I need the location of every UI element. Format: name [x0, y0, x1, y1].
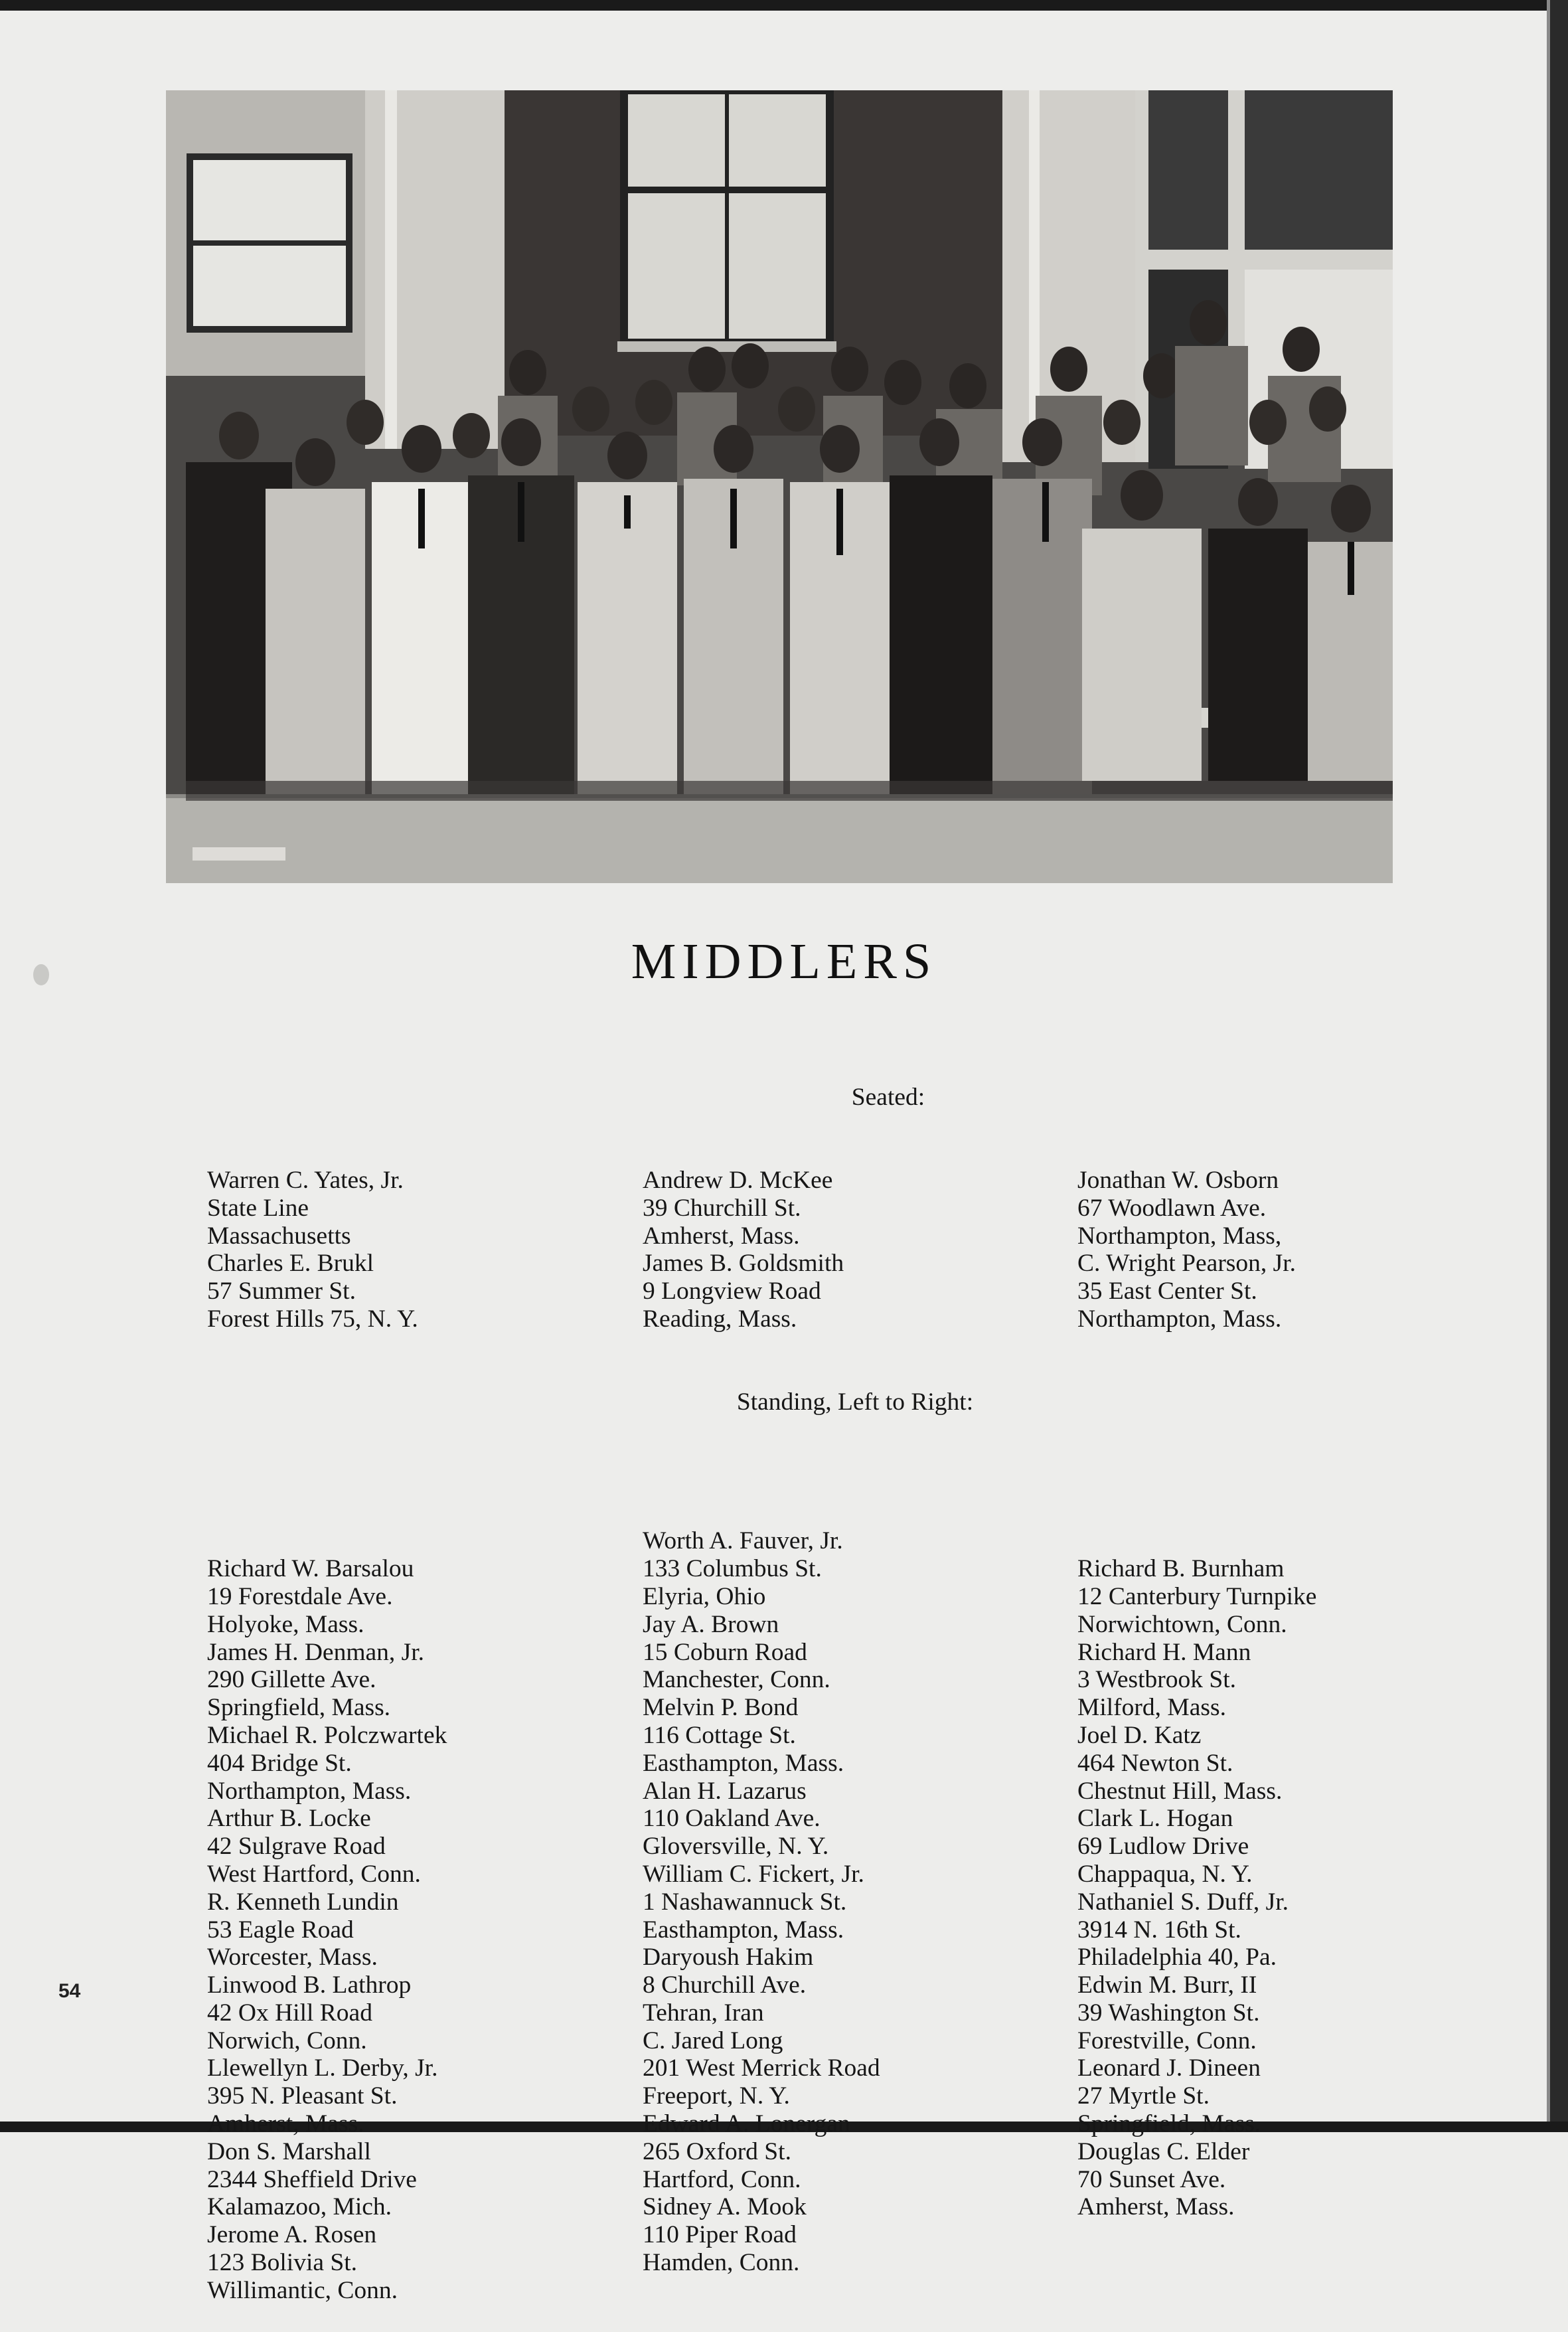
- roster-line: State Line: [207, 1194, 309, 1222]
- roster-line: Willimantic, Conn.: [207, 2276, 398, 2304]
- roster-line: Amherst, Mass.: [1077, 2193, 1235, 2221]
- roster-line: 133 Columbus St.: [643, 1555, 822, 1583]
- roster-line: 404 Bridge St.: [207, 1749, 352, 1777]
- roster-line: 116 Cottage St.: [643, 1721, 796, 1749]
- roster-line: 69 Ludlow Drive: [1077, 1833, 1249, 1861]
- roster-line: Springfield, Mass.: [1077, 2110, 1261, 2138]
- roster-line: Philadelphia 40, Pa.: [1077, 1944, 1277, 1971]
- roster-line: Llewellyn L. Derby, Jr.: [207, 2054, 438, 2082]
- roster-line: Massachusetts: [207, 1222, 351, 1250]
- roster-line: Michael R. Polczwartek: [207, 1721, 447, 1749]
- roster-line: Worth A. Fauver, Jr.: [643, 1527, 843, 1555]
- roster-line: Arthur B. Locke: [207, 1805, 371, 1833]
- roster-line: Richard H. Mann: [1077, 1638, 1251, 1666]
- roster-line: Joel D. Katz: [1077, 1721, 1202, 1749]
- roster-column-right: [1077, 1028, 1316, 2249]
- roster-line: Richard W. Barsalou: [207, 1555, 414, 1583]
- roster-line: 70 Sunset Ave.: [1077, 2165, 1226, 2193]
- roster-line: C. Jared Long: [643, 2027, 783, 2054]
- roster-line: Amherst, Mass.: [207, 2110, 364, 2138]
- roster-line: 8 Churchill Ave.: [643, 1971, 807, 1999]
- roster-line: 3 Westbrook St.: [1077, 1666, 1237, 1694]
- seated-label: Seated:: [851, 1083, 925, 1111]
- roster-line: Hartford, Conn.: [643, 2165, 801, 2193]
- roster-line: Jay A. Brown: [643, 1610, 779, 1638]
- roster-line: Easthampton, Mass.: [643, 1916, 844, 1944]
- roster-line: Worcester, Mass.: [207, 1944, 378, 1971]
- standing-list-right: [1077, 1555, 1316, 2221]
- roster-line: James H. Denman, Jr.: [207, 1638, 425, 1666]
- roster-line: William C. Fickert, Jr.: [643, 1860, 864, 1888]
- roster-line: Jonathan W. Osborn: [1077, 1166, 1279, 1194]
- roster-line: 1 Nashawannuck St.: [643, 1888, 847, 1916]
- roster-line: 201 West Merrick Road: [643, 2054, 880, 2082]
- roster-line: Andrew D. McKee: [643, 1166, 833, 1194]
- page-number: 54: [58, 1980, 81, 2002]
- roster-line: Forestville, Conn.: [1077, 2027, 1257, 2054]
- roster-line: 19 Forestdale Ave.: [207, 1582, 393, 1610]
- roster-line: Alan H. Lazarus: [643, 1777, 807, 1805]
- roster-line: 57 Summer St.: [207, 1278, 356, 1305]
- scan-top-border: [0, 0, 1568, 11]
- roster-line: Holyoke, Mass.: [207, 1610, 364, 1638]
- roster-line: Springfield, Mass.: [207, 1694, 391, 1722]
- roster-line: 67 Woodlawn Ave.: [1077, 1194, 1267, 1222]
- roster-line: 395 N. Pleasant St.: [207, 2082, 398, 2110]
- roster-line: Tehran, Iran: [643, 1999, 764, 2027]
- roster-line: Clark L. Hogan: [1077, 1805, 1233, 1833]
- roster-line: Nathaniel S. Duff, Jr.: [1077, 1888, 1289, 1916]
- roster-line: Amherst, Mass.: [643, 1222, 800, 1250]
- roster-line: Northampton, Mass,: [1077, 1222, 1282, 1250]
- roster-line: Jerome A. Rosen: [207, 2221, 377, 2249]
- seated-list-center: [643, 1167, 1054, 1333]
- roster-line: Douglas C. Elder: [1077, 2137, 1250, 2165]
- standing-list-left: [207, 1555, 447, 2305]
- roster-line: Leonard J. Dineen: [1077, 2054, 1261, 2082]
- roster-line: 35 East Center St.: [1077, 1278, 1257, 1305]
- standing-list-center: [643, 1527, 1054, 2277]
- roster-line: 9 Longview Road: [643, 1278, 821, 1305]
- roster-line: 123 Bolivia St.: [207, 2249, 358, 2277]
- seated-list-left: [207, 1167, 447, 1333]
- roster-line: Hamden, Conn.: [643, 2249, 800, 2277]
- scan-right-border: [1547, 0, 1568, 2132]
- roster-line: C. Wright Pearson, Jr.: [1077, 1250, 1296, 1278]
- roster-line: Edwin M. Burr, II: [1077, 1971, 1257, 1999]
- roster-line: Charles E. Brukl: [207, 1250, 374, 1278]
- roster-line: Chappaqua, N. Y.: [1077, 1860, 1253, 1888]
- page-title: MIDDLERS: [631, 934, 937, 989]
- roster-line: Melvin P. Bond: [643, 1694, 799, 1722]
- roster-line: 2344 Sheffield Drive: [207, 2165, 417, 2193]
- standing-label: Standing, Left to Right:: [736, 1388, 974, 1416]
- roster-line: Northampton, Mass.: [1077, 1305, 1282, 1333]
- roster-line: Linwood B. Lathrop: [207, 1971, 412, 1999]
- roster-line: 265 Oxford St.: [643, 2137, 791, 2165]
- group-photo: [166, 90, 1393, 883]
- roster-line: Freeport, N. Y.: [643, 2082, 790, 2110]
- seated-list-right: [1077, 1167, 1316, 1333]
- roster-line: 110 Oakland Ave.: [643, 1805, 821, 1833]
- roster-line: Reading, Mass.: [643, 1305, 797, 1333]
- roster-line: 3914 N. 16th St.: [1077, 1916, 1241, 1944]
- roster-line: R. Kenneth Lundin: [207, 1888, 399, 1916]
- roster-line: 290 Gillette Ave.: [207, 1666, 376, 1694]
- roster-line: 12 Canterbury Turnpike: [1077, 1582, 1317, 1610]
- roster-line: West Hartford, Conn.: [207, 1860, 421, 1888]
- roster-column-left: [207, 1028, 447, 2332]
- roster-line: 27 Myrtle St.: [1077, 2082, 1210, 2110]
- roster-line: Kalamazoo, Mich.: [207, 2193, 392, 2221]
- roster-line: Forest Hills 75, N. Y.: [207, 1305, 418, 1333]
- roster-line: Norwichtown, Conn.: [1077, 1610, 1287, 1638]
- roster-line: 39 Washington St.: [1077, 1999, 1260, 2027]
- roster-line: Richard B. Burnham: [1077, 1555, 1285, 1583]
- roster-line: 110 Piper Road: [643, 2221, 797, 2249]
- roster-line: Easthampton, Mass.: [643, 1749, 844, 1777]
- roster-line: Don S. Marshall: [207, 2137, 371, 2165]
- roster-line: Gloversville, N. Y.: [643, 1833, 829, 1861]
- roster-line: 42 Sulgrave Road: [207, 1833, 386, 1861]
- roster-line: Milford, Mass.: [1077, 1694, 1226, 1722]
- roster-line: 39 Churchill St.: [643, 1194, 801, 1222]
- roster-line: 53 Eagle Road: [207, 1916, 354, 1944]
- roster-line: 464 Newton St.: [1077, 1749, 1233, 1777]
- roster-line: Daryoush Hakim: [643, 1944, 814, 1971]
- roster-line: Sidney A. Mook: [643, 2193, 807, 2221]
- roster-line: Edward A. Lonergan: [643, 2110, 850, 2138]
- roster-line: Northampton, Mass.: [207, 1777, 412, 1805]
- roster-line: Manchester, Conn.: [643, 1666, 830, 1694]
- roster-line: Norwich, Conn.: [207, 2027, 367, 2054]
- roster-line: 42 Ox Hill Road: [207, 1999, 372, 2027]
- roster-line: 15 Coburn Road: [643, 1638, 807, 1666]
- roster-line: James B. Goldsmith: [643, 1250, 844, 1278]
- roster-column-center: [643, 1028, 1054, 2305]
- roster-line: Elyria, Ohio: [643, 1582, 766, 1610]
- roster-line: Chestnut Hill, Mass.: [1077, 1777, 1283, 1805]
- group-photo-illustration: [166, 90, 1393, 883]
- roster-line: Warren C. Yates, Jr.: [207, 1166, 404, 1194]
